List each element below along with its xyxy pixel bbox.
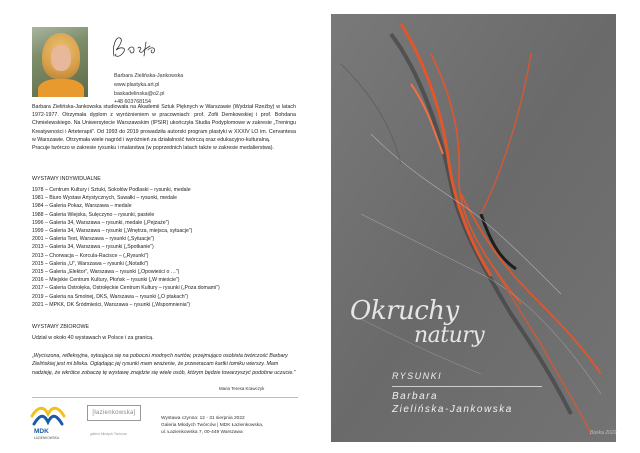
quote-author: Maria Teresa Krawczyk: [219, 386, 265, 391]
individual-exhibitions-heading: WYSTAWY INDYWIDUALNE: [32, 176, 101, 182]
exhibition-item: 1996 – Galeria 34, Warszawa – rysunki, medale („Pejzaże”): [32, 219, 170, 226]
exhibition-item: 2013 – Galeria 34, Warszawa – rysunki („Spotkanie”): [32, 244, 154, 251]
individual-exhibitions-list: [32, 186, 220, 309]
event-venue: Galeria Młodych Twórców | MDK Łazienkowska,: [161, 423, 264, 428]
cover-title-line-2: natury: [414, 323, 485, 348]
exhibition-item: 2013 – Chorwacja – Korcula-Racisce – („Rysunki”): [32, 252, 149, 259]
cover-artwork: [331, 14, 616, 442]
artwork-signature: Baśka 2022: [590, 430, 617, 436]
group-exhibitions-text: Udział w około 40 wystawach w Polsce i za granicą.: [32, 335, 154, 341]
cover-subtitle: RYSUNKI: [392, 371, 443, 381]
footer-divider: [32, 397, 298, 398]
cover-artist-first-name: Barbara: [392, 391, 439, 402]
exhibition-item: 2016 – Miejskie Centrum Kultury, Płońsk – rysunki („W mieście”): [32, 277, 180, 284]
exhibition-item: 2019 – Galeria na Smolnej, DKS, Warszawa – rysunki („O ptakach”): [32, 293, 189, 300]
lazienkowska-logo: [łazienkowska]: [87, 405, 141, 421]
contact-block: [114, 72, 183, 107]
contact-name: Barbara Zielińska-Jankowska: [114, 73, 184, 79]
contact-website[interactable]: www.plastyka.art.pl: [114, 81, 160, 88]
exhibition-item: 2015 – Galeria „Elektor”, Warszawa – rysunki („Opowieści o …”): [32, 269, 180, 276]
event-info: [161, 415, 263, 436]
contact-phone: +48 603768154: [114, 99, 151, 106]
mdk-logo-subtitle: ŁAZIENKOWSKA: [34, 436, 60, 440]
exhibition-item: 1988 – Galeria Wiejska, Sulęczyno – rysunki, pastele: [32, 211, 155, 218]
contact-email[interactable]: baskadelinska@o2.pl: [114, 90, 165, 97]
bio-paragraph: Barbara Zielińska-Jankowska studiowała na Akademii Sztuk Pięknych w Warszawie (Wydział Rzeźby) w latach 1972-1977. Otrzymała dyplom z wyróżnieniem w pracowniach: prof. Zofii Demkowskiej i prof. Bohdana Chmielewskiego. Na Uniwersytecie Warszawskim (IPSIR) ukończyła Studia Podyplomowe w zakresie „Treningu Kreatywności i Arteterapii”. Od 1993 do 2019 prowadziła autorski program plastyki w XXXIV LO im. Cervantesa w Warszawie. Otrzymała wiele nagród i wyróżnień za działalność twórczą oraz edukacyjno-kulturalną.: [32, 104, 296, 143]
artwork-drawing: [331, 14, 616, 442]
exhibition-item: 1978 – Centrum Kultury i Sztuki, Sokołów Podlaski – rysunki, medale: [32, 187, 191, 193]
bio-paragraph: Pracuje twórczo w zakresie rysunku i malarstwa (w poprzednich latach także w zakresie medalierstwa).: [32, 145, 274, 152]
cover-divider: [392, 386, 542, 387]
mdk-logo-text: MDK: [34, 428, 49, 435]
event-dates: Wystawa czynna: 12 - 31 sierpnia 2022: [161, 416, 245, 421]
exhibition-item: 2015 – Galeria „U”, Warszawa – rysunki („Notatki”): [32, 260, 149, 267]
exhibition-item: 1981 – Biuro Wystaw Artystycznych, Suwałki – rysunki, medale: [32, 195, 177, 202]
exhibition-item: 1999 – Galeria 34, Warszawa – rysunki („Wnętrza, miejsca, sytuacje”): [32, 228, 193, 235]
artist-photo-face: [51, 45, 71, 71]
lazienkowska-logo-subtitle: galeria Młodych Twórców: [90, 432, 127, 436]
artist-photo: [32, 27, 88, 97]
artist-photo-body: [38, 79, 84, 97]
cover-title-line-1: Okruchy: [350, 296, 459, 326]
group-exhibitions-heading: WYSTAWY ZBIOROWE: [32, 324, 89, 330]
event-address: ul. Łazienkowska 7, 00-449 Warszawa: [161, 430, 243, 435]
exhibition-item: 1984 – Galeria Pokaz, Warszawa – medale: [32, 203, 132, 210]
biography: [32, 103, 296, 152]
exhibition-item: 2001 – Galeria Test, Warszawa – rysunki („Sytuacje”): [32, 236, 155, 243]
artist-signature: [108, 32, 168, 66]
critic-quote: „Wyciszona, refleksyjna, sytuująca się na poboczu modnych nurtów, przejmująco osobista twórczość Barbary Zielińskiej jest mi bliska. Oglądając jej rysunki mam wrażenie, że przewracam kartki tomiku wierszy. Mam nadzieję, że wkrótce zobaczę tę wystawę znajdzie się wiele osób, którym będzie towarzyszyć podobne uczucie.”: [32, 353, 296, 376]
exhibition-item: 2021 – MPKK, DK Śródmieści, Warszawa – rysunki („Wspomnienia”): [32, 301, 191, 308]
exhibition-item: 2017 – Galeria Ostrołęka, Ostrołęckie Centrum Kultury – rysunki („Poza domami”): [32, 285, 220, 292]
cover-artist-last-name: Zielińska-Jankowska: [392, 404, 513, 415]
